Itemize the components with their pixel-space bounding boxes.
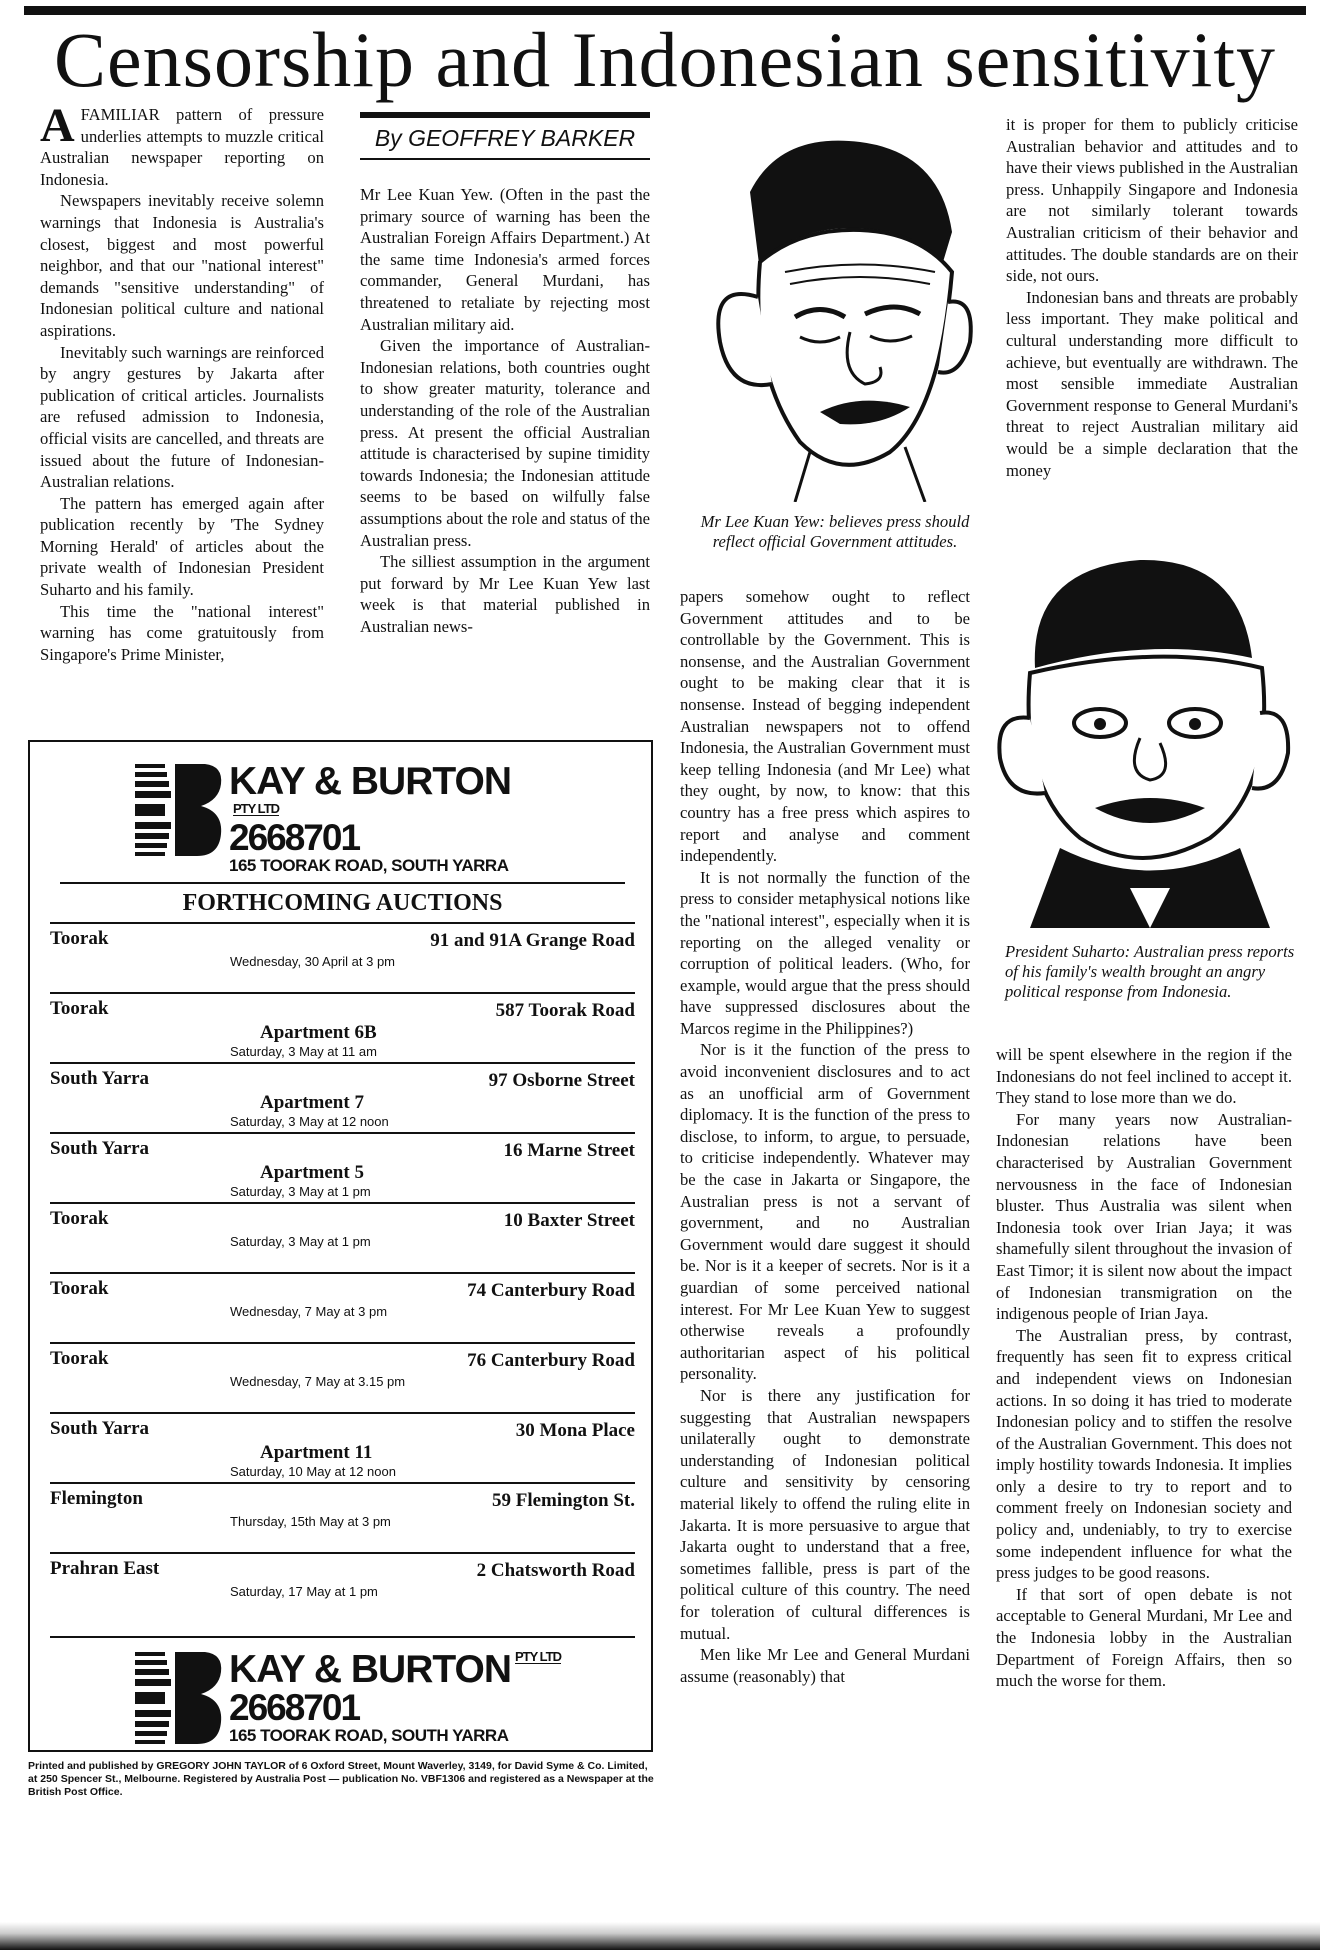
logo-pty: PTY LTD [515, 1649, 561, 1664]
auction-address: 16 Marne Street [503, 1140, 635, 1161]
auction-address: 74 Canterbury Road [467, 1280, 635, 1301]
auction-suburb: Toorak [50, 928, 109, 949]
article-paragraph [40, 99, 324, 190]
logo-address: 165 TOORAK ROAD, SOUTH YARRA [229, 856, 509, 875]
auction-row [50, 1342, 635, 1412]
article-column-4-top [1006, 114, 1298, 481]
auction-suburb: Prahran East [50, 1558, 160, 1579]
auction-date: Saturday, 17 May at 1 pm [230, 1584, 378, 1599]
auction-address: 76 Canterbury Road [467, 1350, 635, 1371]
article-paragraph: Mr Lee Kuan Yew. (Often in the past the primary source of warning has been the Australian Foreign Affairs Department.) At the same time Indonesia's armed forces commander, General Murdani, has threatened to retaliate by rejecting most Australian military aid. [360, 185, 650, 334]
auction-date: Saturday, 10 May at 12 noon [230, 1464, 396, 1479]
article-column-1 [40, 99, 324, 665]
auction-date: Saturday, 3 May at 12 noon [230, 1114, 389, 1129]
auction-row [50, 1272, 635, 1342]
article-paragraph: Nor is there any justification for suggesting that Australian newspapers unilaterally ought to demonstrate understanding of Indonesian political culture and sensitivity by censoring material likely to offend the ruling elite in Jakarta. It is more persuasive to argue that Jakarta ought to understand that a free, sometimes fallible, press is part of the political culture of this country. The need for toleration of cultural differences is mutual. [680, 1385, 970, 1643]
kay-burton-logo-top [135, 760, 555, 875]
auction-address: 97 Osborne Street [488, 1070, 635, 1091]
logo-address: 165 TOORAK ROAD, SOUTH YARRA [229, 1726, 509, 1745]
article-column-4-bottom [996, 1044, 1292, 1692]
article-paragraph: Men like Mr Lee and General Murdani assume (reasonably) that [680, 1645, 970, 1686]
auction-list [50, 922, 635, 1622]
auction-suburb: Flemington [50, 1488, 143, 1509]
auction-apartment: Apartment 6B [260, 1022, 377, 1043]
logo-pty: PTY LTD [233, 801, 279, 816]
auction-row [50, 1062, 635, 1132]
headline: Censorship and Indonesian sensitivity [53, 16, 1277, 103]
logo-phone: 2668701 [229, 1687, 360, 1728]
article-paragraph: The pattern has emerged again after publication recently by 'The Sydney Morning Herald' of articles about the private wealth of Indonesian President Suharto and his family. [40, 493, 324, 600]
auction-suburb: Toorak [50, 1348, 109, 1369]
paragraph-text: FAMILIAR pattern of pressure underlies attempts to muzzle critical Australian newspaper reporting on Indonesia. [40, 105, 324, 189]
publisher-imprint: Printed and published by GREGORY JOHN TAYLOR of 6 Oxford Street, Mount Waverley, 3149, for David Syme & Co. Limited, at 250 Spencer St., Melbourne. Registered by Australia Post — publication No. VBF1306 and registered as a Newspaper at the British Post Office. [28, 1760, 654, 1798]
article-paragraph: The silliest assumption in the argument put forward by Mr Lee Kuan Yew last week is that material published in Australian news- [360, 552, 650, 636]
byline: By GEOFFREY BARKER [360, 112, 650, 160]
article-paragraph: Inevitably such warnings are reinforced by angry gestures by Jakarta after publication of critical articles. Journalists are refused admission to Indonesia, official visits are cancelled, and threats are issued about the future of Indonesian-Australian relations. [40, 342, 324, 492]
suharto-caption: President Suharto: Australian press reports of his family's wealth brought an angry political response from Indonesia. [1005, 942, 1295, 1001]
article-paragraph: Nor is it the function of the press to avoid inconvenient disclosures and to act as an unofficial arm of Government diplomacy. It is the function of the press to disclose, to inform, to argue, to persuade, to criticise independently. Whatever may be the case in Jakarta or Singapore, the Australian press is not a servant of government, and no Australian Government would dare suggest it should be. Nor is it a keeper of secrets. Nor is it a guardian of some perceived national interest. For Mr Lee Kuan Yew to suggest otherwise reveals a profoundly authoritarian aspect of his political personality. [680, 1040, 970, 1384]
auction-row [50, 1202, 635, 1272]
auction-date: Saturday, 3 May at 1 pm [230, 1184, 371, 1199]
article-column-2 [360, 184, 650, 637]
auction-address: 59 Flemington St. [491, 1490, 635, 1511]
suharto-portrait [990, 548, 1300, 928]
auction-address: 30 Mona Place [515, 1420, 635, 1441]
scan-edge [0, 1922, 1320, 1950]
kb-logo-icon [135, 762, 223, 858]
auction-apartment: Apartment 7 [260, 1092, 364, 1113]
kay-burton-logo-bottom [50, 1636, 635, 1748]
article-paragraph: The Australian press, by contrast, frequently has seen fit to express critical and independent views on Indonesian actions. In so doing it has tried to moderate Indonesian policy and to stiffen the resolve of the Australian Government. This does not imply hostility towards Indonesia. It implies only a desire to try to report and to comment freely on Indonesian society and policy and, undeniably, to try to exercise some independent influence for what the press judges to be good reasons. [996, 1325, 1292, 1583]
lee-caption: Mr Lee Kuan Yew: believes press should reflect official Government attitudes. [700, 512, 970, 551]
article-paragraph: Indonesian bans and threats are probably less important. They make political and cultural understanding more difficult to achieve, but eventually are withdrawn. The most sensible immediate Australian Government response to General Murdani's threat to reject Australian military aid would be a simple declaration that the money [1006, 287, 1298, 480]
auction-apartment: Apartment 5 [260, 1162, 364, 1183]
auction-date: Thursday, 15th May at 3 pm [230, 1514, 391, 1529]
auction-suburb: South Yarra [50, 1068, 150, 1089]
kb-logo-icon [135, 1650, 223, 1746]
auction-suburb: South Yarra [50, 1418, 150, 1439]
logo-name: KAY & BURTON [229, 1648, 512, 1691]
article-paragraph: Newspapers inevitably receive solemn warnings that Indonesia is Australia's closest, biggest and most powerful neighbor, and that our "national interest" demands "sensitive understanding" of Indonesian political culture and national aspirations. [40, 191, 324, 340]
logo-phone: 2668701 [229, 817, 360, 858]
auction-row [50, 1482, 635, 1552]
auction-address: 10 Baxter Street [503, 1210, 635, 1231]
auction-suburb: Toorak [50, 1278, 109, 1299]
auction-row [50, 1132, 635, 1202]
article-paragraph: It is not normally the function of the press to consider metaphysical notions like the "national interest", especially when it is reporting on the alleged venality or corruption of political leaders. (Who, for example, would argue that the press should have suppressed disclosures about the Marcos regime in the Philippines?) [680, 867, 970, 1038]
drop-cap: A [40, 99, 75, 152]
auction-address: 2 Chatsworth Road [476, 1560, 635, 1581]
article-paragraph: will be spent elsewhere in the region if the Indonesians do not feel inclined to accept it. They stand to lose more than we do. [996, 1045, 1292, 1108]
auction-suburb: Toorak [50, 1208, 109, 1229]
auction-apartment: Apartment 11 [260, 1442, 373, 1463]
lee-kuan-yew-portrait [690, 122, 990, 502]
article-paragraph: Given the importance of Australian-Indonesian relations, both countries ought to show greater maturity, tolerance and understanding of the role of the Australian press. At present the official Australian attitude is characterised by supine timidity towards Indonesia; the Indonesian attitude seems to be based on wilfully false assumptions about the role and status of the Australian press. [360, 336, 650, 550]
article-column-3 [680, 586, 970, 1687]
article-paragraph: For many years now Australian-Indonesian relations have been characterised by Australian Government nervousness in the face of Indonesian bluster. Thus Australia was silent when Indonesia took over Irian Jaya; it was shamefully silent throughout the invasion of East Timor; it is silent now about the impact of Indonesian transmigration on the indigenous people of Irian Jaya. [996, 1109, 1292, 1324]
kay-burton-logo-text [229, 762, 555, 876]
auction-date: Wednesday, 7 May at 3 pm [230, 1304, 388, 1319]
auction-address: 91 and 91A Grange Road [430, 930, 635, 951]
article-paragraph: This time the "national interest" warning has come gratuitously from Singapore's Prime Minister, [40, 601, 324, 664]
auction-date: Saturday, 3 May at 1 pm [230, 1234, 371, 1249]
auction-suburb: South Yarra [50, 1138, 150, 1159]
article-paragraph: it is proper for them to publicly criticise Australian behavior and attitudes and to have their views published in the Australian press. Unhappily Singapore and Indonesia are not similarly tolerant towards Australian criticism of their behavior and attitudes. The double standards are on their side, not ours. [1006, 115, 1298, 286]
auction-row [50, 1552, 635, 1622]
article-paragraph: papers somehow ought to reflect Government attitudes and to be controllable by the Government. This is nonsense, and the Australian Government ought to be making clear that it is nonsense. Instead of begging independent Australian newspapers not to offend Indonesia, the Australian Government must keep telling Indonesia (and Mr Lee) what they ought, by now, to know: that this country has a free press which aspires to report and analyse and comment independently. [680, 587, 970, 866]
auction-row [50, 992, 635, 1062]
auction-row [50, 1412, 635, 1482]
auctions-title: FORTHCOMING AUCTIONS [60, 882, 625, 922]
kay-burton-advertisement [28, 740, 653, 1752]
auction-row [50, 922, 635, 992]
auction-date: Wednesday, 30 April at 3 pm [230, 954, 396, 969]
logo-name: KAY & BURTON [229, 760, 512, 803]
auction-suburb: Toorak [50, 998, 109, 1019]
auction-date: Saturday, 3 May at 11 am [230, 1044, 377, 1059]
auction-address: 587 Toorak Road [495, 1000, 635, 1021]
auction-date: Wednesday, 7 May at 3.15 pm [230, 1374, 406, 1389]
article-paragraph: If that sort of open debate is not acceptable to General Murdani, Mr Lee and the Indonesia lobby in the Australian Department of Foreign Affairs, then so much the worse for them. [996, 1584, 1292, 1691]
kay-burton-logo-text [229, 1650, 561, 1746]
